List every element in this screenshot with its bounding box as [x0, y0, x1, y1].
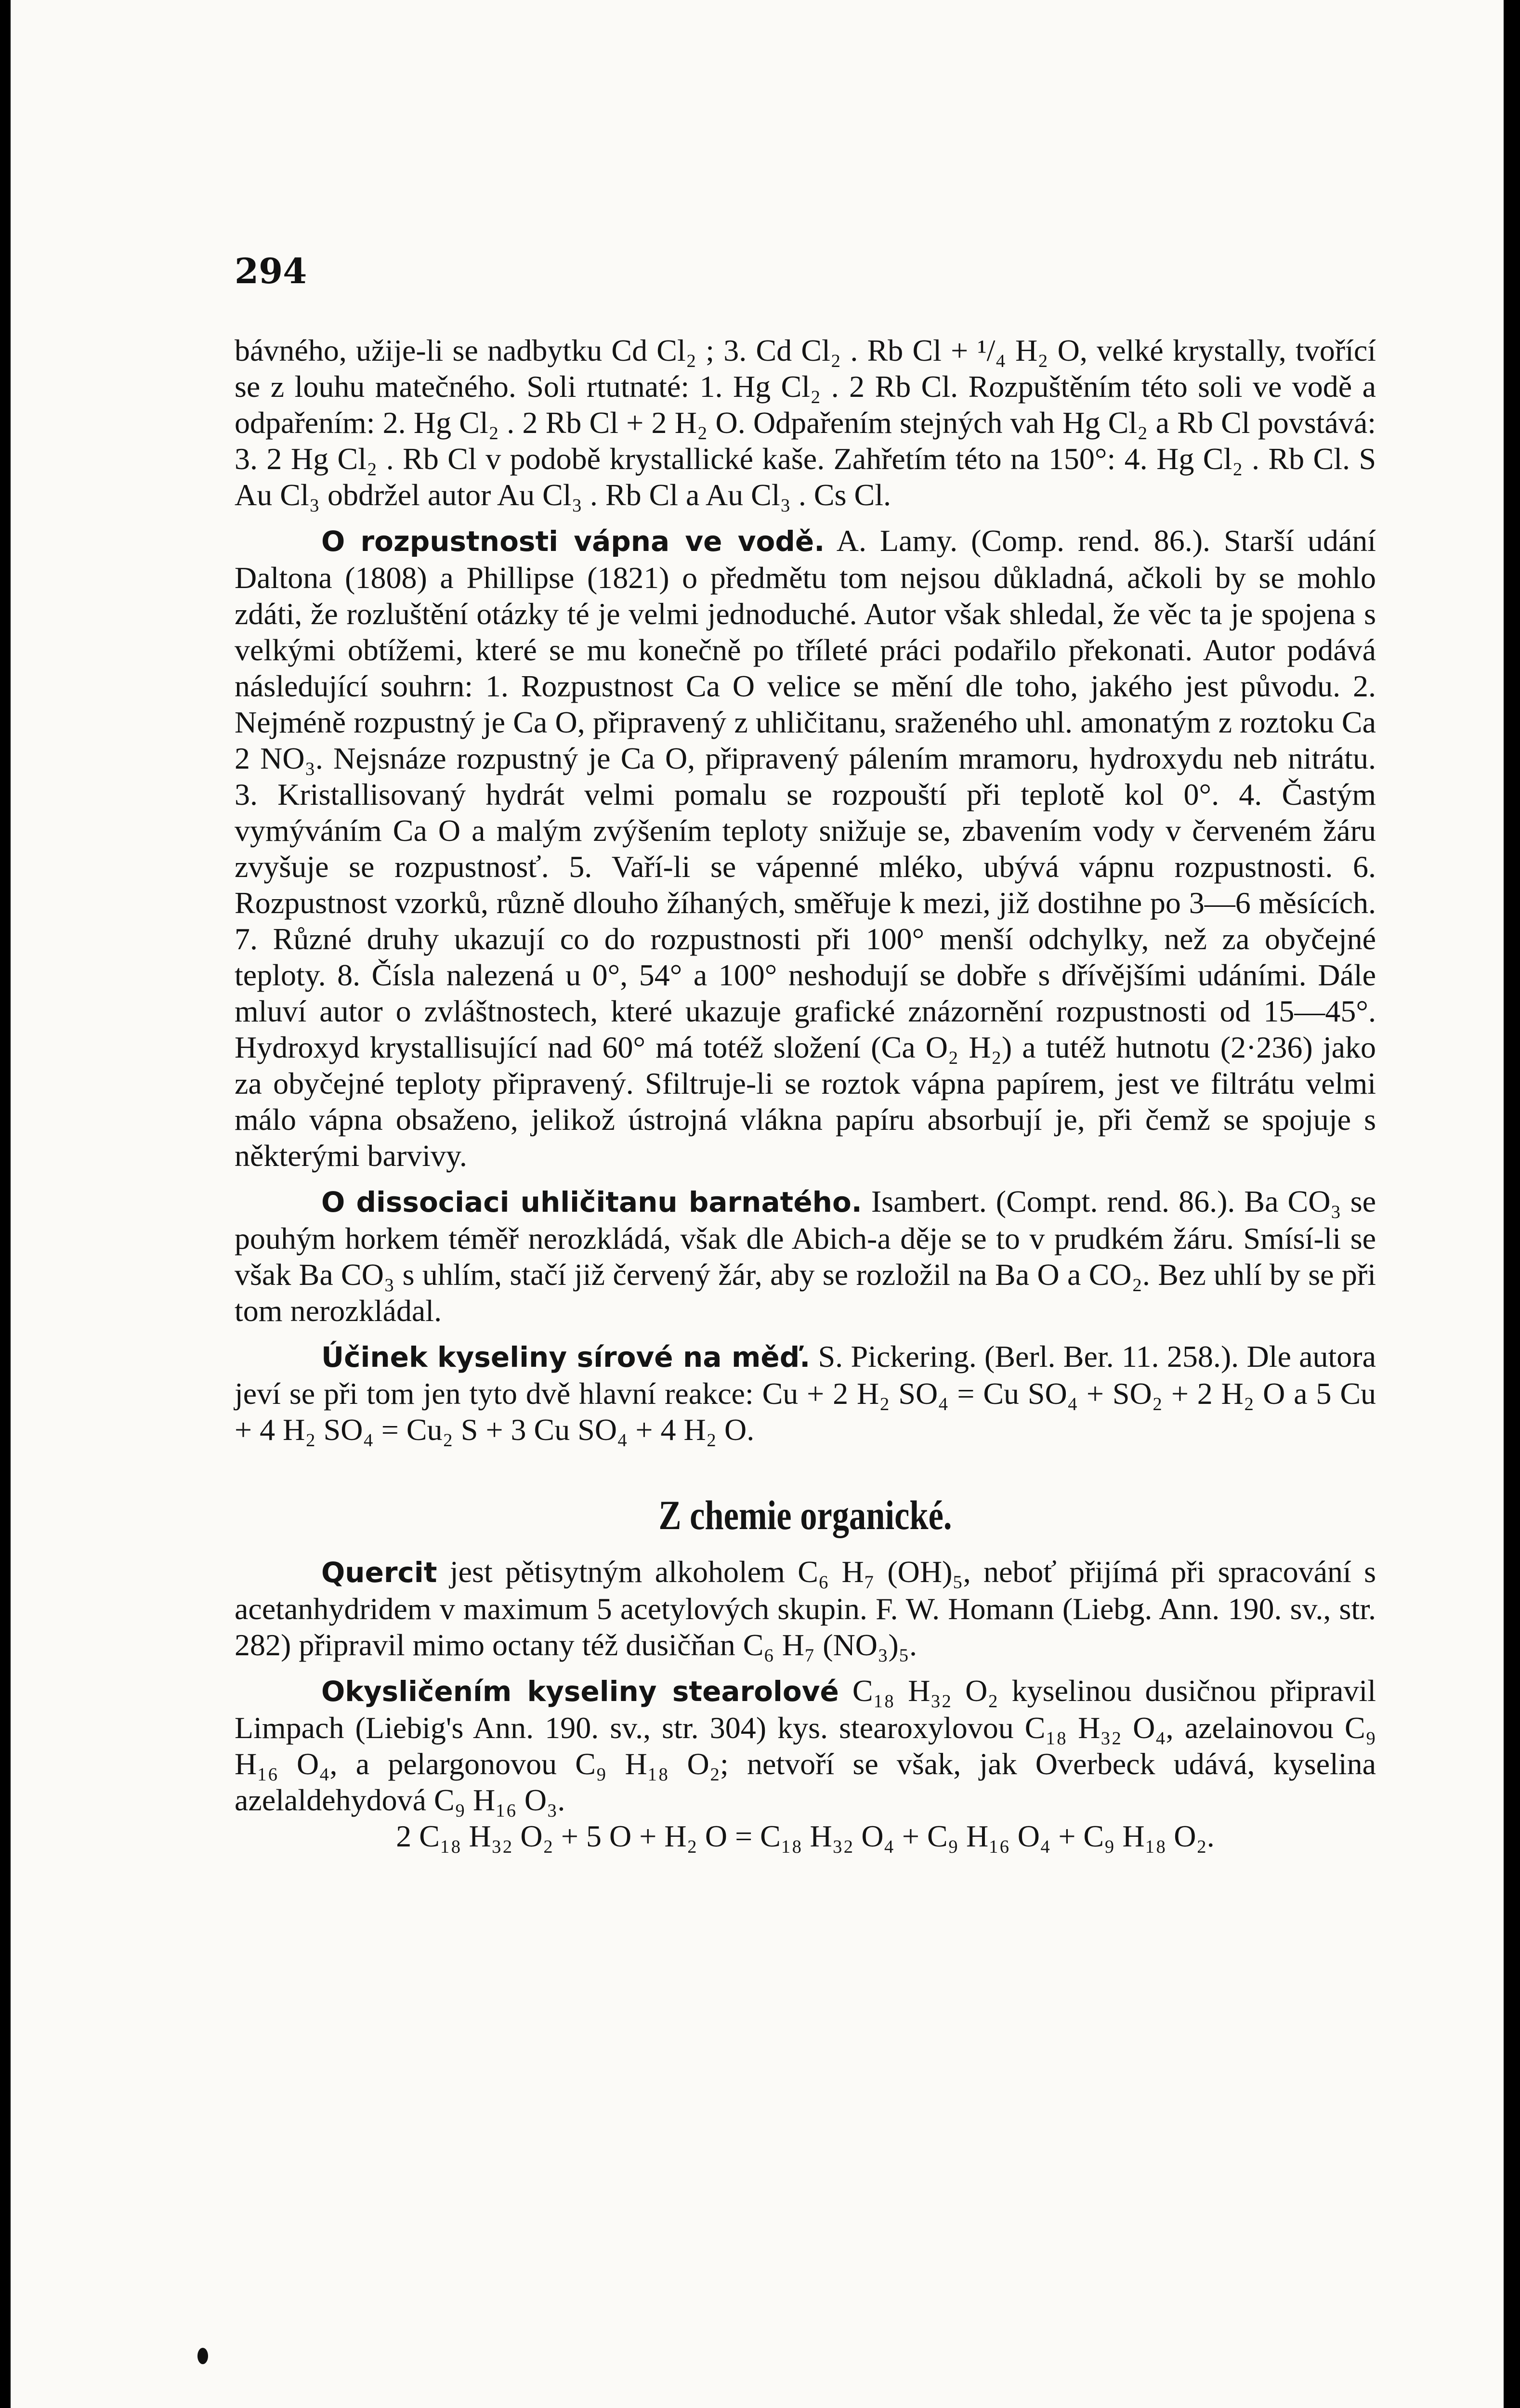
article-heading: O dissociaci uhličitanu barnatého. — [321, 1186, 862, 1218]
article-source: S. Pickering. (Berl. Ber. 11. 258.). — [818, 1339, 1239, 1374]
article-sulfuric-acid-copper — [235, 1338, 1376, 1448]
article-heading: Účinek kyseliny sírové na měď. — [321, 1341, 811, 1374]
text-line: Rozpuštěním této soli ve vodě a odpařením: 2. Hg Cl₂ . 2 Rb Cl + 2 H₂ O. — [235, 369, 1376, 440]
article-body: Dle autora jeví se při tom jen tyto dvě hlavní reakce: Cu + 2 H₂ SO₄ = Cu SO₄ + SO₂ + 2 H₂ O a 5 Cu + 4 H₂ SO₄ = Cu₂ S + 3 Cu SO₄ + 4 H₂ O. — [235, 1339, 1376, 1447]
article-body: C₁₈ H₃₂ O₂ kyselinou dusičnou připravil Limpach (Liebig's Ann. 190. sv., str. 304) kys. stearoxylovou C₁₈ H₃₂ O₄, azelainovou C₉ H₁₆ O₄, a pelargonovou C₉ H₁₈ O₂; netvoří se však, jak Overbeck udává, kyselina azelaldehydová C₉ H₁₆ O₃. — [235, 1674, 1376, 1817]
paragraph-continued — [235, 332, 1376, 513]
article-heading: Quercit — [321, 1556, 437, 1589]
text-line: Odpařením stejných vah Hg Cl₂ a Rb Cl povstává: 3. 2 Hg Cl₂ . Rb Cl — [235, 406, 1376, 476]
article-body: Ba CO₃ se pouhým horkem téměř nerozkládá, však dle Abich-a děje se to v prudkém žáru. Smísí-li se však Ba CO₃ s uhlím, stačí již červený žár, aby se rozložil na Ba O a CO₂. Bez uhlí by se při tom nerozkládal. — [235, 1184, 1376, 1328]
section-title: Z chemie organické. — [658, 1492, 952, 1538]
text-line: krystally, tvořící se z louhu matečného. Soli rtutnaté: 1. Hg Cl₂ . 2 Rb Cl. — [235, 333, 1376, 404]
article-quercit — [235, 1554, 1376, 1663]
text-line: v podobě krystallické kaše. Zahřetím této na 150°: 4. Hg Cl₂ . Rb Cl. — [485, 442, 1350, 476]
article-heading: O rozpustnosti vápna ve vodě. — [321, 525, 825, 558]
article-body: jest pětisytným alkoholem C₆ H₇ (OH)₅, neboť přijímá při spracování s acetanhydridem v maximum 5 acetylových skupin. F. W. Homann (Liebg. Ann. 190. sv., str. 282) připravil mimo octany též dusičňan C₆ H₇ (NO₃)₅. — [235, 1555, 1376, 1662]
page-number: 294 — [235, 250, 307, 291]
article-barium-carbonate — [235, 1183, 1376, 1329]
article-source: Isambert. (Compt. rend. 86.). — [871, 1184, 1235, 1218]
text-line: S Au Cl₃ obdržel autor Au Cl₃ . Rb Cl a Au Cl₃ . Cs Cl. — [235, 442, 1376, 512]
scanned-page — [11, 0, 1504, 2408]
text-line: bávného, užije-li se nadbytku Cd Cl₂ ; 3. Cd Cl₂ . Rb Cl + ¹/₄ H₂ O, velké — [235, 333, 1164, 367]
article-heading: Okysličením kyseliny stearolové — [321, 1675, 839, 1708]
article-lime-solubility — [235, 523, 1376, 1174]
chemical-equation: 2 C₁₈ H₃₂ O₂ + 5 O + H₂ O = C₁₈ H₃₂ O₄ + C₉ H₁₆ O₄ + C₉ H₁₈ O₂. — [396, 1819, 1215, 1853]
article-source: A. Lamy. (Comp. rend. 86.). — [836, 523, 1211, 558]
article-stearolic-acid — [235, 1673, 1376, 1818]
article-body: Starší udání Daltona (1808) a Phillipse (1821) o předmětu tom nejsou důkladná, ačkoli by se mohlo zdáti, že rozluštění otázky té je velmi jednoduché. Autor však shledal, že věc ta je spojena s velkými obtížemi, které se mu konečně po tříleté práci podařilo překonati. Autor podává následující souhrn: 1. Rozpustnost Ca O velice se mění dle toho, jakého jest původu. 2. Nejméně rozpustný je Ca O, připravený z uhličitanu, sraženého uhl. amonatým z roztoku Ca 2 NO₃. Nejsnáze rozpustný je Ca O, připravený pálením mramoru, hydroxydu neb nitrátu. 3. Kristallisovaný hydrát velmi pomalu se rozpouští při teplotě kol 0°. 4. Častým vymýváním Ca O a malým zvýšením teploty snižuje se, zbavením vody v červeném žáru zvyšuje se rozpustnosť. 5. Vaří-li se vápenné mléko, ubývá vápnu rozpustnosti. 6. Rozpustnost vzorků, různě dlouho žíhaných, směřuje k mezi, již dostihne po 3—6 měsících. 7. Různé druhy ukazují co do rozpustnosti při 100° menší odchylky, než za obyčejné teploty. 8. Čísla nalezená u 0°, 54° a 100° neshodují se dobře s dřívějšími udáními. Dále mluví autor o zvláštnostech, které ukazuje grafické znázornění rozpustnosti od 15—45°. Hydroxyd krystallisující nad 60° má totéž složení (Ca O₂ H₂) a tutéž hutnotu (2·236) jako za obyčejné teploty připravený. Sfiltruje-li se roztok vápna papírem, jest ve filtrátu velmi málo vápna obsaženo, jelikož ústrojná vlákna papíru absorbují je, při čemž se spojuje s některými barvivy. — [235, 523, 1376, 1173]
scan-speck — [197, 2348, 208, 2364]
page-body — [235, 332, 1376, 1854]
